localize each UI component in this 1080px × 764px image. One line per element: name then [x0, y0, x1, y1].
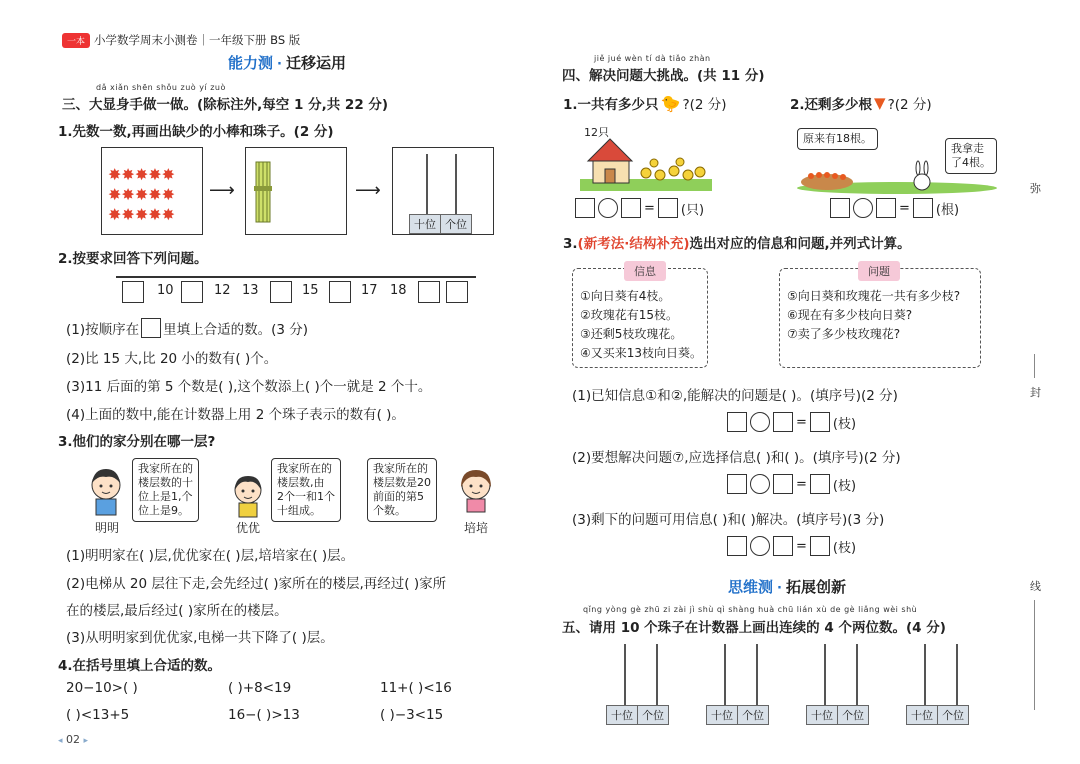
abacus[interactable]	[906, 644, 976, 724]
r-question-2: 2.还剩多少根 ▼ ?(2 分)	[790, 94, 932, 113]
operator-circle[interactable]	[598, 198, 618, 218]
house-chicks-illustration	[580, 135, 712, 191]
abacus[interactable]	[606, 644, 676, 724]
r-question-3: 3.(新考法·结构补充)选出对应的信息和问题,并列式计算。	[563, 236, 911, 252]
r-question-3-3: (3)剩下的问题可用信息( )和( )解决。(填序号)(3 分)	[572, 512, 885, 528]
speech-bubble: 我家所在的 楼层数,由 2个一和1个 十组成。	[271, 458, 341, 522]
number-label: 13	[242, 283, 259, 298]
sticks-bundle-icon	[246, 148, 346, 234]
question-3-3: (3)从明明家到优优家,电梯一共下降了( )层。	[66, 630, 334, 646]
answer-box[interactable]	[810, 412, 830, 432]
kid-name: 培培	[464, 521, 489, 535]
header	[62, 32, 300, 48]
number-label: 10	[157, 283, 174, 298]
number-line	[116, 276, 476, 278]
abacus[interactable]	[706, 644, 776, 724]
blank-box	[141, 318, 161, 338]
equation-row: = (枝)	[727, 412, 856, 432]
answer-box[interactable]	[810, 474, 830, 494]
arrow-icon: ⟶	[209, 180, 235, 201]
abacus-rod	[455, 154, 457, 216]
abacus-rod	[624, 644, 626, 706]
operator-circle[interactable]	[853, 198, 873, 218]
answer-box[interactable]	[830, 198, 850, 218]
answer-box[interactable]	[727, 412, 747, 432]
equation-row: = (只)	[575, 198, 704, 218]
operator-circle[interactable]	[750, 412, 770, 432]
seal-line	[1034, 354, 1035, 378]
abacus-rod	[856, 644, 858, 706]
question-2-4: (4)上面的数中,能在计数器上用 2 个珠子表示的数有( )。	[66, 407, 405, 423]
question-1: 1.先数一数,再画出缺少的小棒和珠子。(2 分)	[58, 124, 334, 140]
answer-box[interactable]	[575, 198, 595, 218]
kid-name: 明明	[95, 521, 120, 535]
svg-text:✸✸✸✸✸: ✸✸✸✸✸	[108, 205, 176, 224]
chick-count-label: 12只	[584, 126, 609, 139]
svg-text:✸✸✸✸✸: ✸✸✸✸✸	[108, 185, 176, 204]
question-2-3: (3)11 后面的第 5 个数是( ),这个数添上( )个一就是 2 个十。	[66, 379, 432, 395]
question-2-2: (2)比 15 大,比 20 小的数有( )个。	[66, 351, 278, 367]
abacus-box[interactable]	[392, 147, 494, 235]
page-number: ◂ 02 ▸	[58, 733, 89, 746]
seal-mark: 线	[1030, 580, 1041, 593]
speech-bubble: 我家所在的 楼层数的十 位上是1,个 位上是9。	[132, 458, 199, 522]
info-item: ③还剩5枝玫瑰花。	[580, 327, 683, 341]
inequality: ( )<13+5	[66, 707, 130, 723]
answer-box[interactable]	[810, 536, 830, 556]
section-4-heading: 四、解决问题大挑战。(共 11 分)	[562, 68, 765, 84]
boy-icon	[86, 463, 126, 517]
answer-box[interactable]	[773, 412, 793, 432]
question-item: ⑥现在有多少枝向日葵?	[787, 308, 913, 322]
question-4: 4.在括号里填上合适的数。	[58, 658, 222, 674]
info-item: ④又买来13枝向日葵。	[580, 346, 703, 360]
info-item: ①向日葵有4枝。	[580, 289, 671, 303]
number-label: 17	[361, 283, 378, 298]
speech-bubble: 原来有18根。	[797, 128, 878, 150]
abacus-base: 十位 个位	[409, 214, 472, 234]
header-text: 小学数学周末小测卷｜一年级下册 BS 版	[94, 33, 301, 47]
number-label: 15	[302, 283, 319, 298]
leaves-icon	[102, 148, 202, 234]
abacus-rod	[824, 644, 826, 706]
operator-circle[interactable]	[750, 474, 770, 494]
seal-mark: 弥	[1030, 182, 1041, 195]
inequality: ( )+8<19	[228, 680, 292, 696]
section-3-heading: 三、大显身手做一做。(除标注外,每空 1 分,共 22 分)	[62, 97, 389, 113]
abacus-rod	[756, 644, 758, 706]
section-title-thinking: 思维测 · 拓展创新	[728, 578, 846, 596]
seal-line	[1034, 600, 1035, 710]
carrots-rabbit-illustration	[797, 160, 997, 194]
question-3-2-cont: 在的楼层,最后经过( )家所在的楼层。	[66, 603, 288, 619]
blank-box[interactable]	[418, 281, 440, 303]
section-title-ability: 能力测 · 迁移运用	[228, 54, 346, 72]
question-3: 3.他们的家分别在哪一层?	[58, 434, 216, 450]
section-5-heading: 五、请用 10 个珠子在计数器上画出连续的 4 个两位数。(4 分)	[562, 620, 946, 636]
info-tag: 信息	[624, 261, 666, 281]
abacus-rod	[656, 644, 658, 706]
number-label: 12	[214, 283, 231, 298]
carrot-icon: ▼	[874, 94, 886, 112]
info-item: ②玫瑰花有15枝。	[580, 308, 679, 322]
pinyin: dǎ xiǎn shēn shǒu zuò yí zuò	[96, 83, 226, 92]
abacus[interactable]	[806, 644, 876, 724]
blank-box[interactable]	[181, 281, 203, 303]
pinyin: qǐng yòng gè zhū zi zài jì shù qì shàng huà chū lián xù de gè liǎng wèi shù	[583, 605, 918, 614]
blank-box[interactable]	[270, 281, 292, 303]
equation-row: = (根)	[830, 198, 959, 218]
inequality: ( )−3<15	[380, 707, 444, 723]
new-method-tag: (新考法·结构补充)	[577, 236, 690, 252]
abacus-base: 十位 个位	[706, 705, 769, 725]
answer-box[interactable]	[876, 198, 896, 218]
arrow-icon: ⟶	[355, 180, 381, 201]
answer-box[interactable]	[773, 474, 793, 494]
answer-box[interactable]	[773, 536, 793, 556]
answer-box[interactable]	[658, 198, 678, 218]
girl-icon	[228, 470, 268, 518]
question-3-2: (2)电梯从 20 层往下走,会先经过( )家所在的楼层,再经过( )家所	[66, 576, 447, 592]
question-item: ⑦卖了多少枝玫瑰花?	[787, 327, 901, 341]
abacus-rod	[426, 154, 428, 216]
svg-text:✸✸✸✸✸: ✸✸✸✸✸	[108, 165, 176, 184]
abacus-rod	[724, 644, 726, 706]
kid-name: 优优	[236, 521, 261, 535]
speech-bubble: 我家所在的 楼层数是20 前面的第5 个数。	[367, 458, 437, 522]
operator-circle[interactable]	[750, 536, 770, 556]
inequality: 20−10>( )	[66, 680, 138, 696]
abacus-rod	[924, 644, 926, 706]
answer-box[interactable]	[727, 536, 747, 556]
question-3-1: (1)明明家在( )层,优优家在( )层,培培家在( )层。	[66, 548, 355, 564]
answer-box[interactable]	[727, 474, 747, 494]
question-item: ⑤向日葵和玫瑰花一共有多少枝?	[787, 289, 961, 303]
answer-box[interactable]	[621, 198, 641, 218]
equation-row: = (枝)	[727, 474, 856, 494]
abacus-base: 十位 个位	[806, 705, 869, 725]
question-2-1: (1)按顺序在 里填上合适的数。(3 分)	[66, 318, 308, 338]
abacus-base: 十位 个位	[906, 705, 969, 725]
abacus-rod	[956, 644, 958, 706]
speech-bubble: 我拿走 了4根。	[945, 138, 997, 174]
r-question-3-2: (2)要想解决问题⑦,应选择信息( )和( )。(填序号)(2 分)	[572, 450, 901, 466]
blank-box[interactable]	[446, 281, 468, 303]
seal-mark: 封	[1030, 386, 1041, 399]
leaf-box	[101, 147, 203, 235]
question-tag: 问题	[858, 261, 900, 281]
chick-icon: 🐤	[660, 93, 681, 113]
header-badge: 一本	[62, 33, 90, 48]
number-label: 18	[390, 283, 407, 298]
answer-box[interactable]	[913, 198, 933, 218]
inequality: 11+( )<16	[380, 680, 452, 696]
pinyin: jiě jué wèn tí dà tiǎo zhàn	[594, 54, 711, 63]
stick-box[interactable]	[245, 147, 347, 235]
abacus-base: 十位 个位	[606, 705, 669, 725]
blank-box[interactable]	[122, 281, 144, 303]
blank-box[interactable]	[329, 281, 351, 303]
r-question-3-1: (1)已知信息①和②,能解决的问题是( )。(填序号)(2 分)	[572, 388, 898, 404]
girl-icon	[455, 465, 497, 513]
equation-row: = (枝)	[727, 536, 856, 556]
inequality: 16−( )>13	[228, 707, 300, 723]
question-2: 2.按要求回答下列问题。	[58, 251, 208, 267]
r-question-1: 1.一共有多少只 🐤 ?(2 分)	[563, 93, 727, 113]
